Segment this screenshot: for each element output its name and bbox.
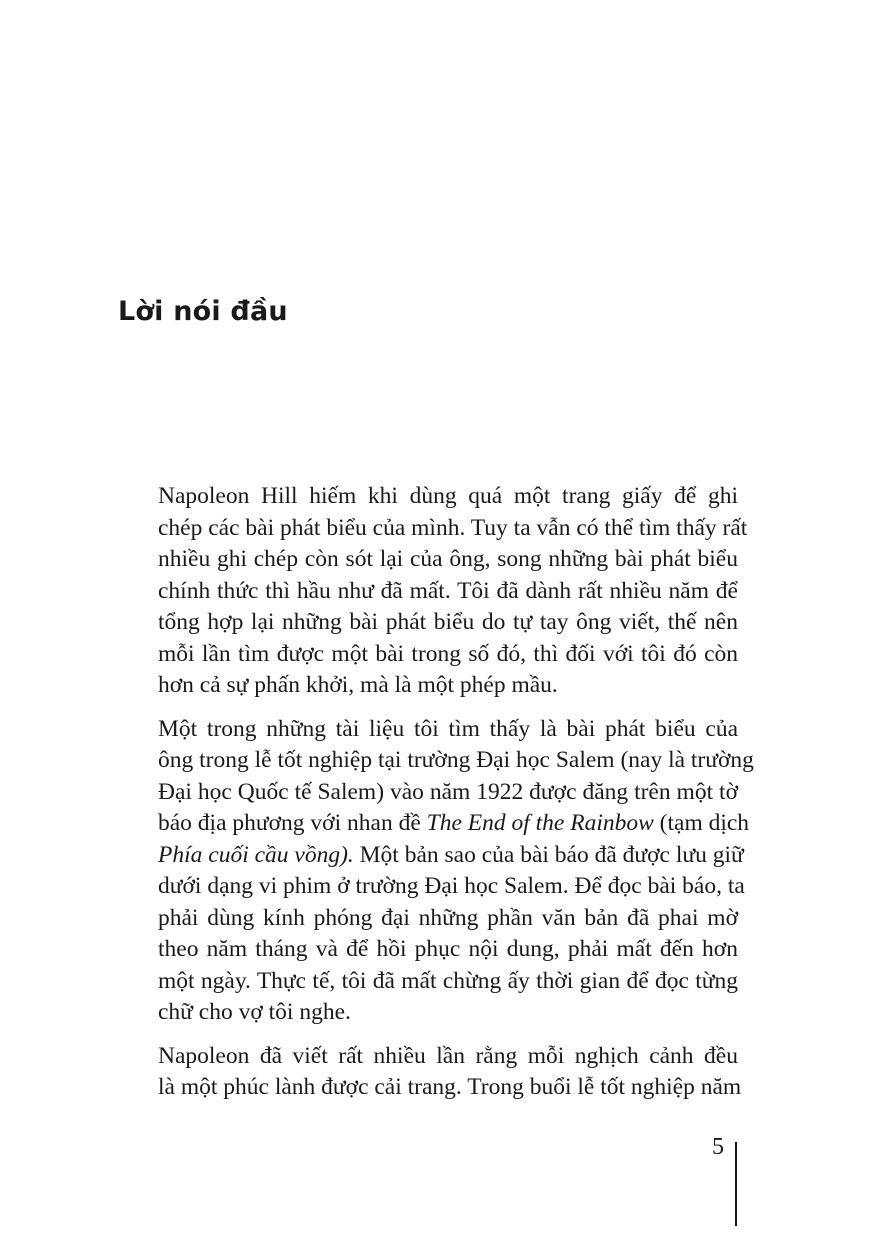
page-number: 5 — [712, 1134, 724, 1160]
text-line: là một phúc lành được cải trang. Trong buổi lễ tốt nghiệp năm — [158, 1074, 742, 1100]
text-line: Đại học Quốc tế Salem) vào năm 1922 được đăng trên một tờ — [158, 778, 738, 805]
text-line: dưới dạng vi phim ở trường Đại học Salem. Để đọc bài báo, ta — [158, 873, 745, 899]
text-line: chữ cho vợ tôi nghe. — [158, 999, 351, 1025]
paragraph-2 — [118, 714, 754, 1029]
text-fragment: báo địa phương với nhan đề — [158, 810, 427, 836]
text-line: chép các bài phát biểu của mình. Tuy ta vẫn có thể tìm thấy rất — [158, 514, 748, 541]
text-line-with-title — [118, 840, 744, 872]
text-line: một ngày. Thực tế, tôi đã mất chừng ấy thời gian để đọc từng — [158, 967, 738, 994]
body-text — [118, 481, 754, 1116]
text-line: nhiều ghi chép còn sót lại của ông, song những bài phát biểu — [158, 546, 738, 572]
text-line: Napoleon đã viết rất nhiều lần rằng mỗi nghịch cảnh đều — [158, 1042, 738, 1069]
text-line: Một trong những tài liệu tôi tìm thấy là bài phát biểu của — [158, 715, 738, 742]
text-line: mỗi lần tìm được một bài trong số đó, thì đối với tôi đó còn — [158, 640, 738, 667]
text-line: phải dùng kính phóng đại những phần văn bản đã phai mờ — [158, 904, 738, 931]
paragraph-3 — [118, 1041, 742, 1104]
text-line: tổng hợp lại những bài phát biểu do tự tay ông viết, thế nên — [158, 609, 738, 635]
book-title: The End of the Rainbow — [426, 810, 654, 836]
translated-title: Phía cuối cầu vồng). — [158, 841, 354, 868]
text-line: theo năm tháng và để hồi phục nội dung, phải mất đến hơn — [158, 936, 738, 962]
text-fragment: Một bản sao của bài báo đã được lưu giữ — [353, 841, 744, 868]
text-line: Napoleon Hill hiếm khi dùng quá một trang giấy để ghi — [158, 483, 738, 509]
chapter-heading: Lời nói đầu — [118, 296, 288, 327]
text-line-with-title — [118, 808, 750, 840]
page-number-rule — [735, 1142, 737, 1226]
paragraph-1 — [118, 481, 748, 702]
text-line: chính thức thì hầu như đã mất. Tôi đã dành rất nhiều năm để — [158, 577, 738, 604]
text-line: hơn cả sự phấn khởi, mà là một phép mầu. — [158, 672, 558, 698]
text-fragment: (tạm dịch — [653, 810, 750, 836]
text-line: ông trong lễ tốt nghiệp tại trường Đại học Salem (nay là trường — [158, 747, 754, 773]
